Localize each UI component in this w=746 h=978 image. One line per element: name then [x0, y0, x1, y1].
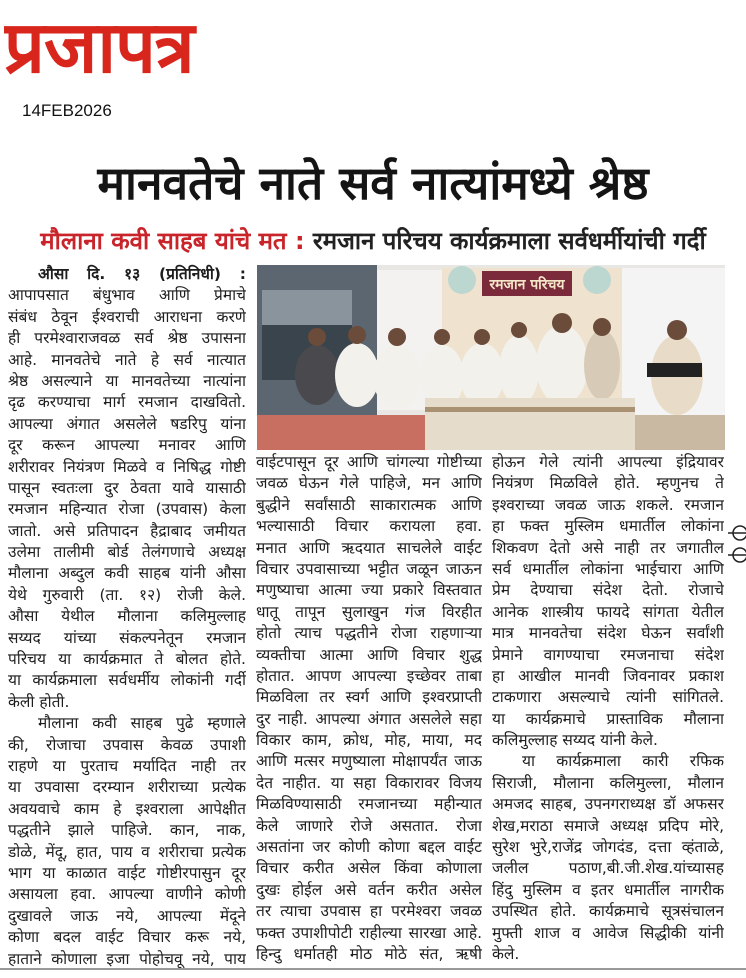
- article-line: मिळविला तर स्वर्ग आणि इश्वरप्राप्ती: [256, 688, 482, 707]
- event-photo-illustration: [257, 265, 725, 450]
- article-line: दूर करून आपल्या मनावर आणि: [8, 436, 246, 455]
- article-line: प्रेमाने वागण्याचा रमजनाचा संदेश: [492, 645, 724, 664]
- article-line: केले.: [492, 944, 520, 963]
- article-line: राहणे या पुरताच मर्यादित नाही तर: [8, 756, 246, 775]
- article-line: आपापसात बंधुभाव आणि प्रेमाचे: [8, 286, 246, 305]
- article-line: तर त्याचा उपवास हा परमेश्वरा जवळ: [256, 902, 482, 921]
- article-line: आनेक शास्त्रीय फायदे सांगता येतील: [492, 602, 724, 621]
- article-line: मणुष्याचा आत्मा ज्या प्रकारे विस्तवात: [256, 581, 482, 600]
- article-line: टाकणारा असल्याचे त्यांनी सांगितले.: [492, 688, 724, 707]
- article-column-1: [8, 264, 246, 970]
- article-line: या उपवासा दरम्यान शरीराच्या प्रत्येक: [8, 778, 246, 797]
- article-line: हा आखील मानवी जिवनावर प्रकाश: [492, 666, 724, 685]
- article-line: होतो त्याच पद्धतीने रोजा राहणाऱ्या: [256, 624, 482, 643]
- newspaper-logo: प्रजापत्र: [4, 6, 194, 88]
- article-line: मनात आणि ऋदयात साचलेले वाईट: [256, 538, 482, 557]
- headline: मानवतेचे नाते सर्व नात्यांमध्ये श्रेष्ठ: [97, 156, 649, 210]
- article-line: जातो. असे प्रतिपादन हैद्राबाद जमीयत: [8, 521, 246, 540]
- crop-mark-icon: [728, 546, 746, 564]
- article-line: श्रेष्ठ असल्याने या मानवतेच्या नात्यांना: [8, 371, 246, 390]
- article-line: औसा येथील मौलाना कलिमुल्लाह: [8, 607, 246, 626]
- article-line: सर्व धमार्तील लोकांना भाईचारा आणि: [492, 559, 724, 578]
- article-line: मौलाना अब्दुल कवी साहब यांनी औसा: [8, 564, 246, 583]
- article-line: शेख,मराठा समाजे अध्यक्ष प्रदिप मोरे,: [492, 816, 724, 835]
- article-line: हिंदु मुस्लिम व इतर धमार्तील नागरीक: [492, 880, 724, 899]
- crop-mark-icon: [728, 524, 746, 542]
- article-line: अवयवाचे काम हे इश्वराला आपेक्षीत: [8, 799, 246, 818]
- bottom-divider: [0, 968, 746, 970]
- article-line: रमजान महिन्यात रोजा (उपवास) केला: [8, 500, 246, 519]
- article-column-3: [492, 452, 724, 965]
- article-line: आणि मत्सर मणुष्याला मोक्षापर्यंत जाऊ: [256, 752, 482, 771]
- article-line: होतात. आपण आपल्या इच्छेवर ताबा: [256, 666, 482, 685]
- article-line: जलील पठाण,बी.जी.शेख.यांच्यासह: [492, 859, 724, 878]
- article-line: बुद्धीने सर्वांसाठी साकारात्मक आणि: [256, 495, 482, 514]
- article-line: आहे. मानवतेचे नाते हे सर्व नात्यात: [8, 350, 246, 369]
- article-line: पद्धतीने झाले पाहिजे. कान, नाक,: [8, 821, 246, 840]
- article-line: सय्यद यांच्या संकल्पनेतून रमजान: [8, 628, 246, 647]
- article-line: मात्र मानवतेचा संदेश घेऊन सर्वांशी: [492, 624, 724, 643]
- banner-text: रमजान परिचय: [489, 277, 565, 293]
- article-line: होऊन गेले त्यांनी आपल्या इंद्रियावर: [492, 453, 724, 471]
- article-line: हाताने कोणाला इजा पोहोचवू नये, पाय: [8, 949, 246, 968]
- article-line: हा फक्त मुस्लिम धमार्तील लोकांना: [492, 517, 724, 536]
- article-line: ही परमेश्वाराजवळ सर्व श्रेष्ठ उपासना: [8, 329, 246, 348]
- article-line: दुखः होईल असे वर्तन करीत असेल: [256, 880, 482, 899]
- article-line: दुर नाही. आपल्या अंगात असलेले सहा: [256, 709, 482, 728]
- article-line: मिळविण्यासाठी रमजानच्या महीन्यात: [256, 795, 482, 814]
- article-line: देत नाहीत. या सहा विकारावर विजय: [256, 773, 482, 792]
- article-line: असायला हवा. आपल्या वाणीने कोणी: [8, 885, 246, 904]
- article-line: की, रोजाचा उपवास केवळ उपाशी: [8, 735, 246, 754]
- subheadline-lead: मौलाना कवी साहब यांचे मत :: [40, 227, 305, 255]
- article-line: विचार करीत असेल किंवा कोणाला: [256, 859, 482, 878]
- article-line: शरीरावर नियंत्रण मिळवे व निषिद्ध गोष्टी: [8, 457, 246, 476]
- article-line: या कार्यक्रमाचे प्रास्ताविक मौलाना: [492, 709, 724, 728]
- article-line: भाग या काळात वाईट गोष्टीरपासुन दूर: [8, 863, 246, 882]
- event-photo: [257, 265, 725, 450]
- article-line: हिन्दु धर्मातही मोठ मोठे संत, ऋषी: [256, 944, 482, 963]
- publication-date: 14FEB2026: [22, 101, 112, 120]
- article-line: परिचय या कार्यक्रमात ते बोलत होते.: [8, 650, 246, 669]
- subheadline-rest: रमजान परिचय कार्यक्रमाला सर्वधर्मीयांची गर्दी: [304, 227, 706, 255]
- article-line: इश्वराच्या जवळ जाऊ शकले. रमजान: [492, 495, 724, 514]
- article-line: भल्यासाठी विचार करायला हवा.: [256, 517, 482, 536]
- article-line: संबंध ठेवून ईश्वराची आराधना करणे: [8, 307, 246, 326]
- article-line: या कार्यक्रमाला कारी रफिक: [522, 752, 724, 771]
- article-line: दृढ करण्याचा मार्ग रमजान दाखवितो.: [8, 393, 246, 412]
- article-line: मौलाना कवी साहब पुढे म्हणाले: [38, 714, 246, 733]
- article-line: वाईटपासून दूर आणि चांगल्या गोष्टीच्या: [256, 453, 482, 471]
- article-line: कलिमुल्लाह सय्यद यांनी केले.: [492, 731, 658, 750]
- article-line: औसा दि. १३ (प्रतिनिधी) :: [38, 265, 246, 283]
- article-line: पासून स्वतःला दुर ठेवता यावे यासाठी: [8, 478, 246, 497]
- article-line: सुरेश भुरे,राजेंद्र जोगदंड, दत्ता व्हंताळे,: [492, 838, 724, 857]
- article-line: दुखावले जाऊ नये, आपल्या मेंदूने: [8, 906, 246, 925]
- article-line: केली होती.: [8, 692, 70, 711]
- article-line: असतांना जर कोणी कोणा बद्दल वाईट: [256, 838, 482, 857]
- subheadline: [0, 222, 746, 260]
- article-column-2: [256, 452, 482, 965]
- article-line: कोणा बदल वाईट विचार करू नये,: [8, 928, 246, 947]
- article-line: या कार्यक्रमाला सर्वधर्मीय लोकांनी गर्दी: [8, 671, 246, 690]
- article-line: विचार उपवासाच्या भट्टीत जळून जाऊन: [256, 559, 482, 578]
- article-line: येथे गुरुवारी (ता. १२) रोजी केले.: [8, 585, 246, 604]
- article-line: केले जाणारे रोजे असतात. रोजा: [256, 816, 482, 835]
- article-line: फक्त उपाशीपोटी राहील्या सारखा आहे.: [256, 923, 482, 942]
- article-line: शिकवण देतो असे नाही तर जगातील: [492, 538, 724, 557]
- article-line: जवळ घेऊन गेले पाहिजे, मन आणि: [256, 474, 482, 493]
- article-line: डोळे, मेंदू, हात, पाय व शरीराचा प्रत्येक: [8, 842, 246, 861]
- article-line: नियंत्रण मिळविले होते. म्हणुनच ते: [492, 474, 724, 493]
- article-line: मुफ्ती शाज व आवेज सिद्धीकी यांनी: [492, 923, 724, 942]
- article-line: सिराजी, मौलाना कलिमुल्ला, मौलान: [492, 773, 724, 792]
- article-line: आपल्या अंगात असलेले षडरिपु यांना: [8, 414, 246, 433]
- article-line: उलेमा तालीमी बोर्ड तेलंगणाचे अध्यक्ष: [8, 543, 246, 562]
- article-line: विकार काम, क्रोध, मोह, माया, मद: [256, 731, 482, 750]
- article-line: अमजद साहब, उपनगराध्यक्ष डॉ अफसर: [492, 795, 724, 814]
- article-line: व्यक्तीचा आत्मा आणि विचार शुद्ध: [256, 645, 482, 664]
- article-line: धातू तापून सुलाखुन गंज विरहीत: [256, 602, 482, 621]
- article-line: प्रेम देण्याचा संदेश देतो. रोजाचे: [492, 581, 724, 600]
- article-line: उपस्थित होते. कार्यक्रमाचे सूत्रसंचालन: [492, 902, 724, 921]
